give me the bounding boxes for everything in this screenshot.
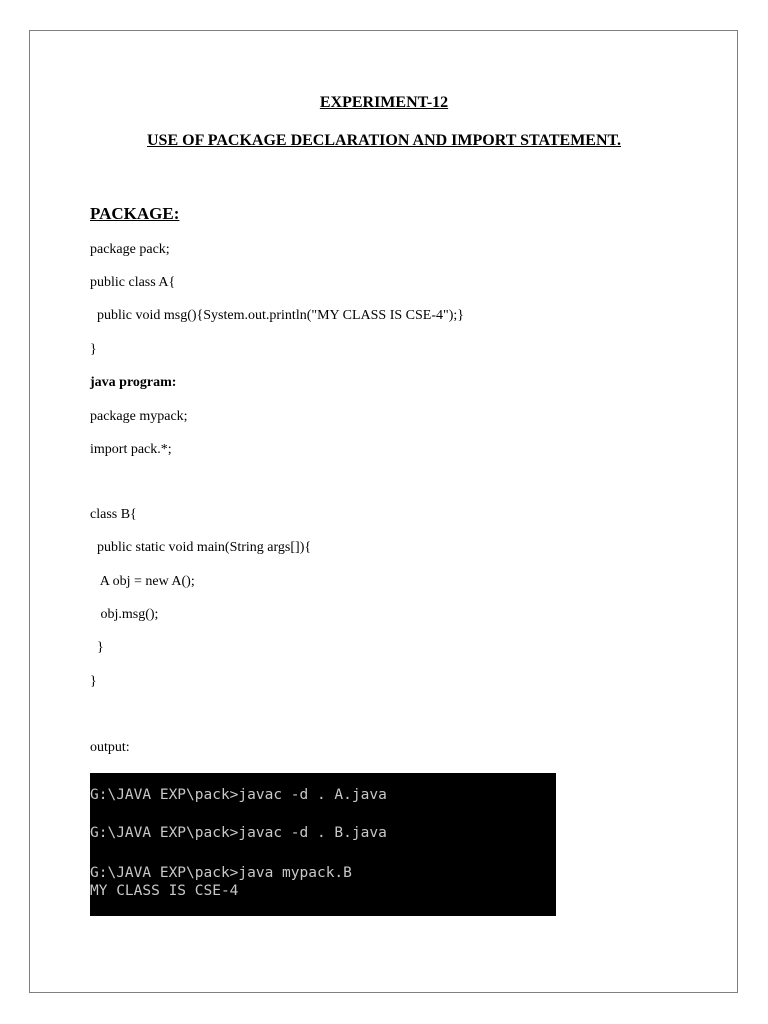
output-label: output: (90, 740, 130, 755)
code-line: public static void main(String args[]){ (90, 540, 312, 555)
experiment-subtitle: USE OF PACKAGE DECLARATION AND IMPORT STATEMENT. (147, 132, 621, 149)
code-line: } (90, 640, 104, 655)
code-line: package pack; (90, 242, 170, 257)
code-line: } (90, 342, 97, 357)
code-line: class B{ (90, 507, 137, 522)
console-line: G:\JAVA EXP\pack>java mypack.B (90, 865, 352, 881)
experiment-title: EXPERIMENT-12 (319, 94, 449, 111)
code-line: } (90, 674, 97, 689)
code-line: obj.msg(); (90, 607, 159, 622)
console-line: MY CLASS IS CSE-4 (90, 883, 239, 899)
code-line: package mypack; (90, 409, 188, 424)
console-line: G:\JAVA EXP\pack>javac -d . B.java (90, 825, 387, 841)
code-line: A obj = new A(); (90, 574, 195, 589)
console-line: G:\JAVA EXP\pack>javac -d . A.java (90, 787, 387, 803)
code-line: public class A{ (90, 275, 176, 290)
code-line: import pack.*; (90, 442, 172, 457)
console-output-screenshot (90, 773, 556, 916)
code-line: public void msg(){System.out.println("MY CLASS IS CSE-4");} (90, 308, 464, 323)
program-label: java program: (90, 375, 177, 390)
section-heading-package: PACKAGE: (90, 204, 180, 223)
